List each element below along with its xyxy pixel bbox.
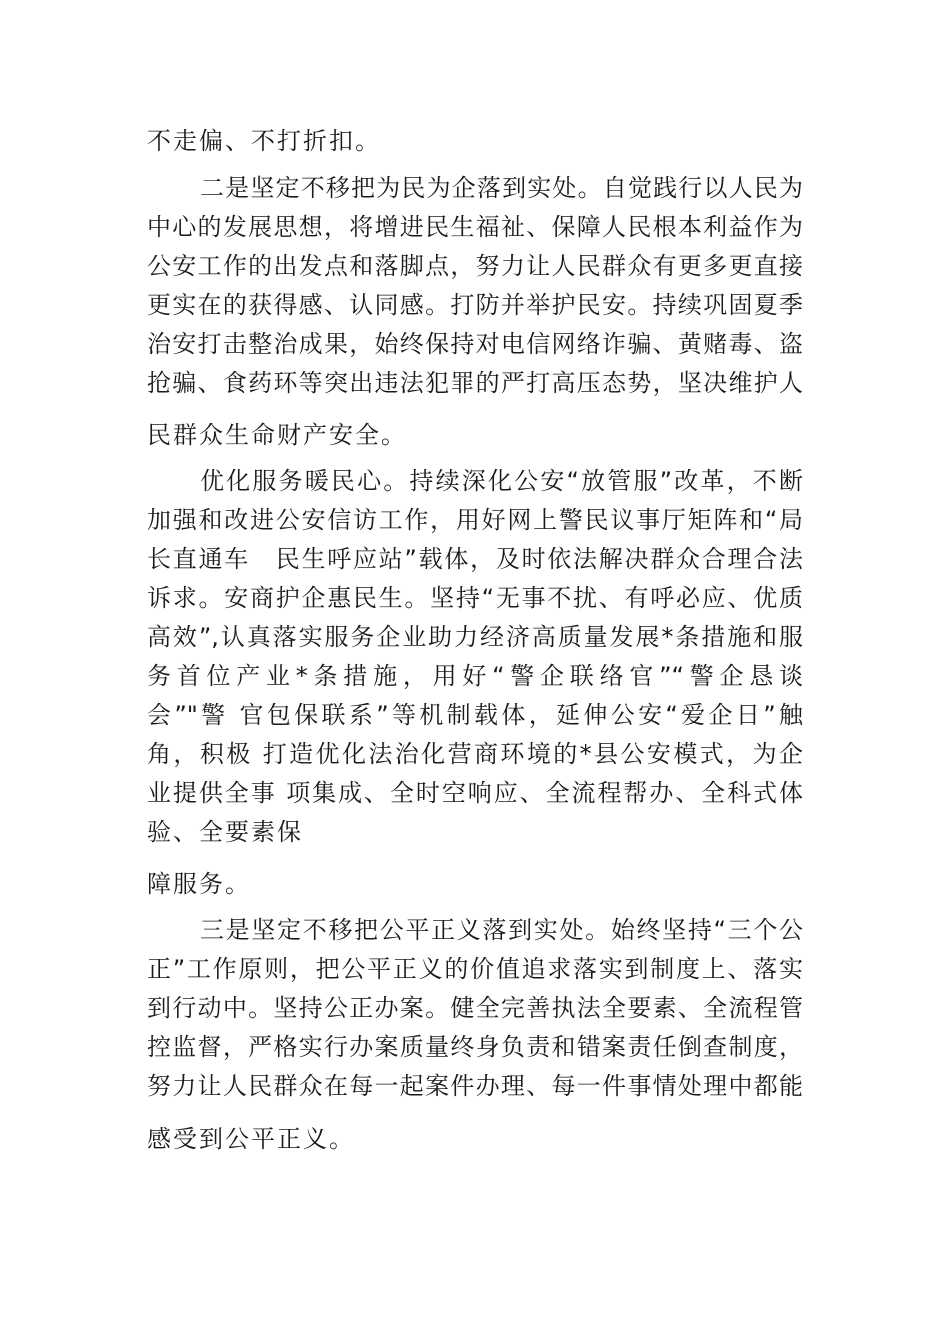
text-line: 不走偏、不打折扣。: [147, 127, 381, 155]
text-line: 加强和改进公安信访工作，用好网上警民议事厅矩阵和“局: [147, 506, 803, 534]
text-line: 公安工作的出发点和落脚点，努力让人民群众有更多更直接: [147, 252, 803, 280]
text-line: 治安打击整治成果，始终保持对电信网络诈骗、黄赌毒、盗: [147, 330, 803, 358]
paragraph-first-line: 二是坚定不移把为民为企落到实处。自觉践行以人民为: [200, 174, 803, 202]
text-line: 正”工作原则，把公平正义的价值追求落实到制度上、落实: [147, 955, 803, 983]
text-line: 民群众生命财产安全。: [147, 421, 407, 449]
text-line: 角，积极 打造优化法治化营商环境的*县公安模式，为企: [147, 740, 803, 768]
text-line: 长直通车 民生呼应站”载体，及时依法解决群众合理合法: [147, 545, 803, 573]
text-line: 障服务。: [147, 870, 251, 898]
text-line: 到行动中。坚持公正办案。健全完善执法全要素、全流程管: [147, 994, 803, 1022]
text-line: 诉求。安商护企惠民生。坚持“无事不扰、有呼必应、优质: [147, 584, 803, 612]
paragraph-first-line: 三是坚定不移把公平正义落到实处。始终坚持“三个公: [200, 916, 803, 944]
text-line: 业提供全事 项集成、全时空响应、全流程帮办、全科式体: [147, 779, 803, 807]
text-line: 更实在的获得感、认同感。打防并举护民安。持续巩固夏季: [147, 291, 803, 319]
paragraph-first-line: 优化服务暖民心。持续深化公安“放管服”改革，不断: [200, 467, 803, 495]
text-line: 务首位产业*条措施，用好“警企联络官”“警企恳谈: [147, 662, 803, 690]
text-line: 高效”,认真落实服务企业助力经济高质量发展*条措施和服: [147, 623, 803, 651]
text-line: 感受到公平正义。: [147, 1125, 355, 1153]
text-line: 中心的发展思想，将增进民生福祉、保障人民根本利益作为: [147, 213, 803, 241]
text-line: 控监督，严格实行办案质量终身负责和错案责任倒查制度，: [147, 1033, 803, 1061]
text-line: 验、全要素保: [147, 818, 303, 846]
text-line: 抢骗、食药环等突出违法犯罪的严打高压态势，坚决维护人: [147, 369, 803, 397]
text-line: 会”"警 官包保联系”等机制载体，延伸公安“爱企日”触: [147, 701, 803, 729]
text-line: 努力让人民群众在每一起案件办理、每一件事情处理中都能: [147, 1072, 803, 1100]
